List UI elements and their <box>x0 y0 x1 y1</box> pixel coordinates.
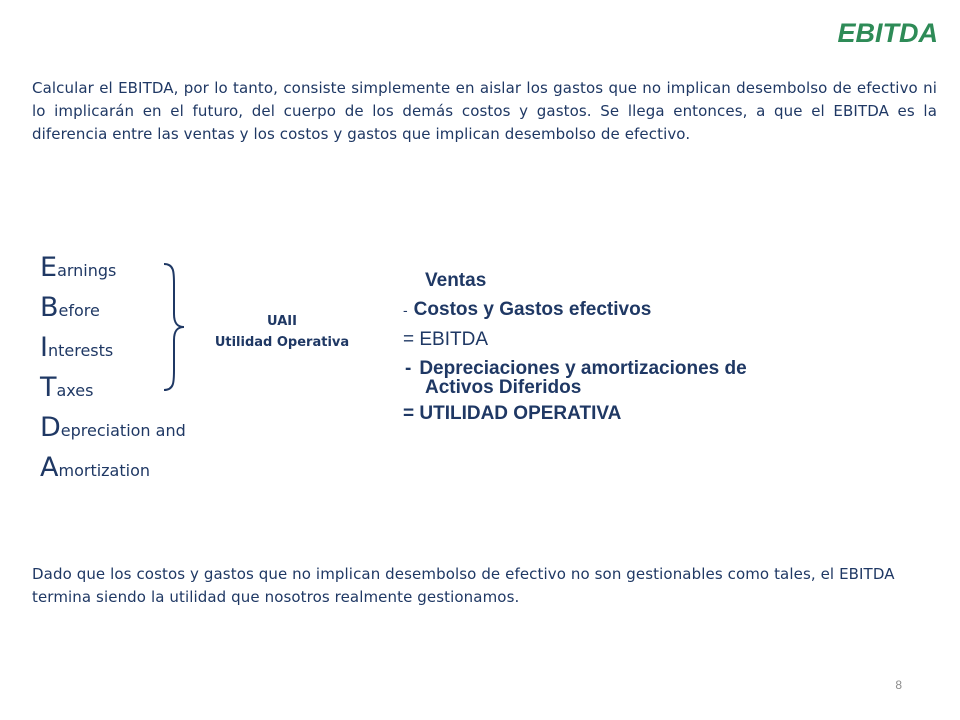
acronym-word: epreciation and <box>60 421 186 440</box>
acronym-letter: D <box>40 412 61 443</box>
acronym-word: axes <box>56 381 94 400</box>
uaii-subtitle: Utilidad Operativa <box>214 335 350 350</box>
uaii-label <box>198 311 366 353</box>
uaii-title: UAII <box>267 314 297 329</box>
ebitda-formula <box>403 266 747 428</box>
formula-activos: Activos Diferidos <box>425 377 582 398</box>
formula-ebitda: = EBITDA <box>403 329 488 350</box>
formula-ventas: Ventas <box>425 270 487 291</box>
acronym-letter: E <box>40 252 58 283</box>
formula-utilidad: = UTILIDAD OPERATIVA <box>403 403 622 424</box>
closing-paragraph: Dado que los costos y gastos que no implican desembolso de efectivo no son gestionables como tales, el EBITDA termina siendo la utilidad que nosotros realmente gestionamos. <box>32 565 895 606</box>
acronym-letter: I <box>40 332 48 363</box>
acronym-word: arnings <box>57 261 117 280</box>
page-title: EBITDA <box>837 18 938 48</box>
acronym-letter: A <box>40 452 59 483</box>
acronym-line-amortization <box>40 452 186 492</box>
formula-costos: - Costos y Gastos efectivos <box>403 295 747 325</box>
curly-brace-icon <box>160 262 186 392</box>
acronym-word: nterests <box>47 341 114 360</box>
formula-depreciaciones: - Depreciaciones y amortizaciones de <box>403 354 747 383</box>
acronym-line-depreciation <box>40 412 186 452</box>
minus-sign: - <box>405 358 412 379</box>
acronym-letter: B <box>40 292 59 323</box>
acronym-word: mortization <box>58 461 151 480</box>
acronym-letter: T <box>40 372 57 403</box>
acronym-word: efore <box>58 301 100 320</box>
intro-paragraph: Calcular el EBITDA, por lo tanto, consiste simplemente en aislar los gastos que no implican desembolso de efectivo ni lo implicarán en el futuro, del cuerpo de los demás costos y gastos. Se llega entonces, a que el EBITDA es la diferencia entre las ventas y los costos y gastos que implican desembolso de efectivo. <box>32 79 937 143</box>
page-number: 8 <box>895 678 902 692</box>
minus-sign: - <box>403 302 408 318</box>
